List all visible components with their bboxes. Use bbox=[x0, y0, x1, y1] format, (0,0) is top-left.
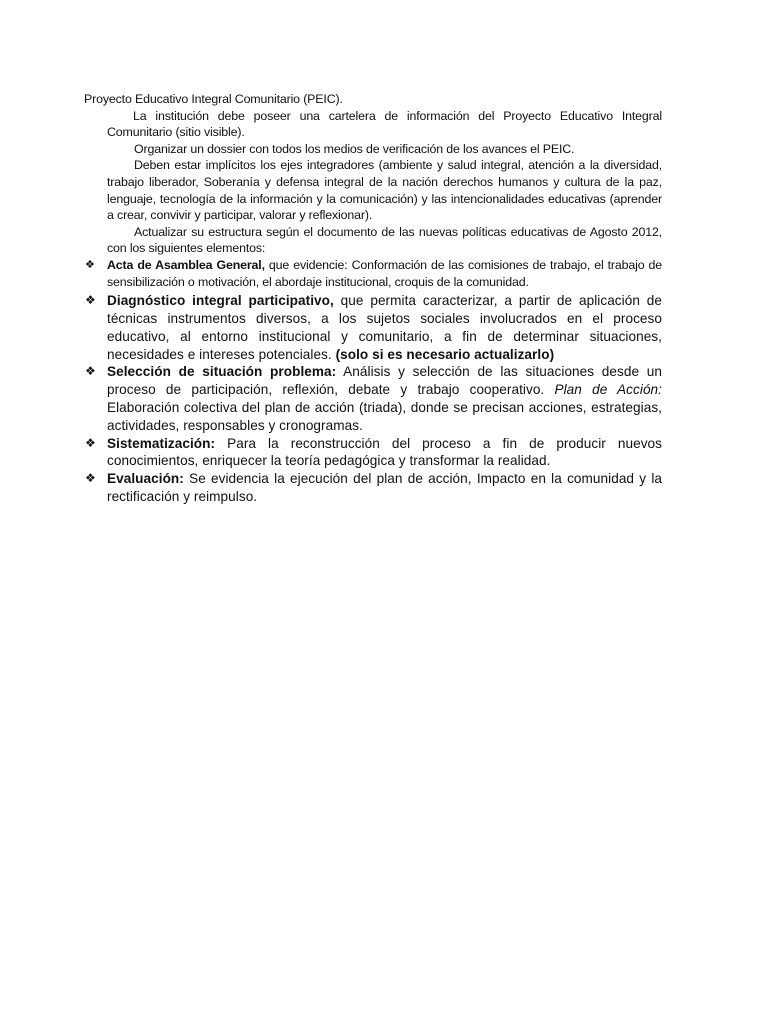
list-item-text: Se evidencia la ejecución del plan de acción, Impacto en la comunidad y la rectificación y reimpulso. bbox=[107, 471, 662, 504]
document-title-line: Proyecto Educativo Integral Comunitario (PEIC). bbox=[84, 92, 343, 106]
paragraph-dossier: Organizar un dossier con todos los medios de verificación de los avances el PEIC. bbox=[134, 141, 575, 156]
document-body bbox=[84, 91, 662, 506]
diamond-bullet-icon: ❖ bbox=[85, 293, 96, 308]
list-item-text: que permita caracterizar, a partir de aplicación de técnicas instrumentos diversos, a los sujetos sociales involucrados en el proceso educativo, al entorno institucional y comunitario, a fin de determinar situaciones, necesidades e intereses potenciales. bbox=[107, 293, 662, 362]
list-item-heading: Acta de Asamblea General, bbox=[107, 257, 265, 272]
list-item-text: Análisis y selección de las situaciones desde un proceso de participación, reflexión, debate y trabajo cooperativo. bbox=[107, 364, 662, 398]
diamond-bullet-icon: ❖ bbox=[85, 257, 95, 271]
list-item-seleccion-problema bbox=[84, 363, 662, 434]
diamond-bullet-icon: ❖ bbox=[85, 471, 96, 486]
list-item-evaluacion bbox=[84, 470, 662, 506]
list-item-text: que evidencie: Conformación de las comisiones de trabajo, el trabajo de sensibilización o motivación, el abordaje institucional, croquis de la comunidad. bbox=[107, 257, 662, 289]
list-item-heading: Evaluación: bbox=[107, 471, 184, 487]
list-item-acta-asamblea bbox=[84, 257, 662, 290]
elements-list bbox=[84, 257, 662, 506]
list-item-heading: Selección de situación problema: bbox=[107, 364, 337, 380]
list-item-sistematizacion bbox=[84, 435, 662, 471]
list-item-subheading: Plan de Acción: bbox=[554, 382, 662, 398]
list-item-heading: Sistematización: bbox=[107, 435, 216, 451]
list-item-text-end: Elaboración colectiva del plan de acción (triada), donde se precisan acciones, estrategias, actividades, responsables y cronogramas. bbox=[107, 399, 662, 433]
list-item-diagnostico bbox=[84, 292, 662, 363]
paragraph-cartelera: La institución debe poseer una cartelera de información del Proyecto Educativo Integral Comunitario (sitio visible). bbox=[107, 108, 662, 140]
diamond-bullet-icon: ❖ bbox=[85, 435, 96, 450]
list-item-text: Para la reconstrucción del proceso a fin de producir nuevos conocimientos, enriquecer la teoría pedagógica y transformar la realidad. bbox=[107, 435, 662, 469]
list-item-heading: Diagnóstico integral participativo, bbox=[107, 293, 334, 309]
paragraph-ejes-integradores: Deben estar implícitos los ejes integradores (ambiente y salud integral, atención a la diversidad, trabajo liberador, Soberanía y defensa integral de la nación derechos humanos y cultura de la paz, lenguaje, tecnología de la información y la comunicación) y las intencionalidades educativas (aprender a crear, convivir y participar, valorar y reflexionar). bbox=[107, 158, 662, 223]
paragraph-actualizar-estructura: Actualizar su estructura según el documento de las nuevas políticas educativas de Agosto 2012, con los siguientes elementos: bbox=[107, 224, 662, 256]
diamond-bullet-icon: ❖ bbox=[85, 364, 96, 379]
list-item-note: (solo si es necesario actualizarlo) bbox=[335, 346, 555, 362]
